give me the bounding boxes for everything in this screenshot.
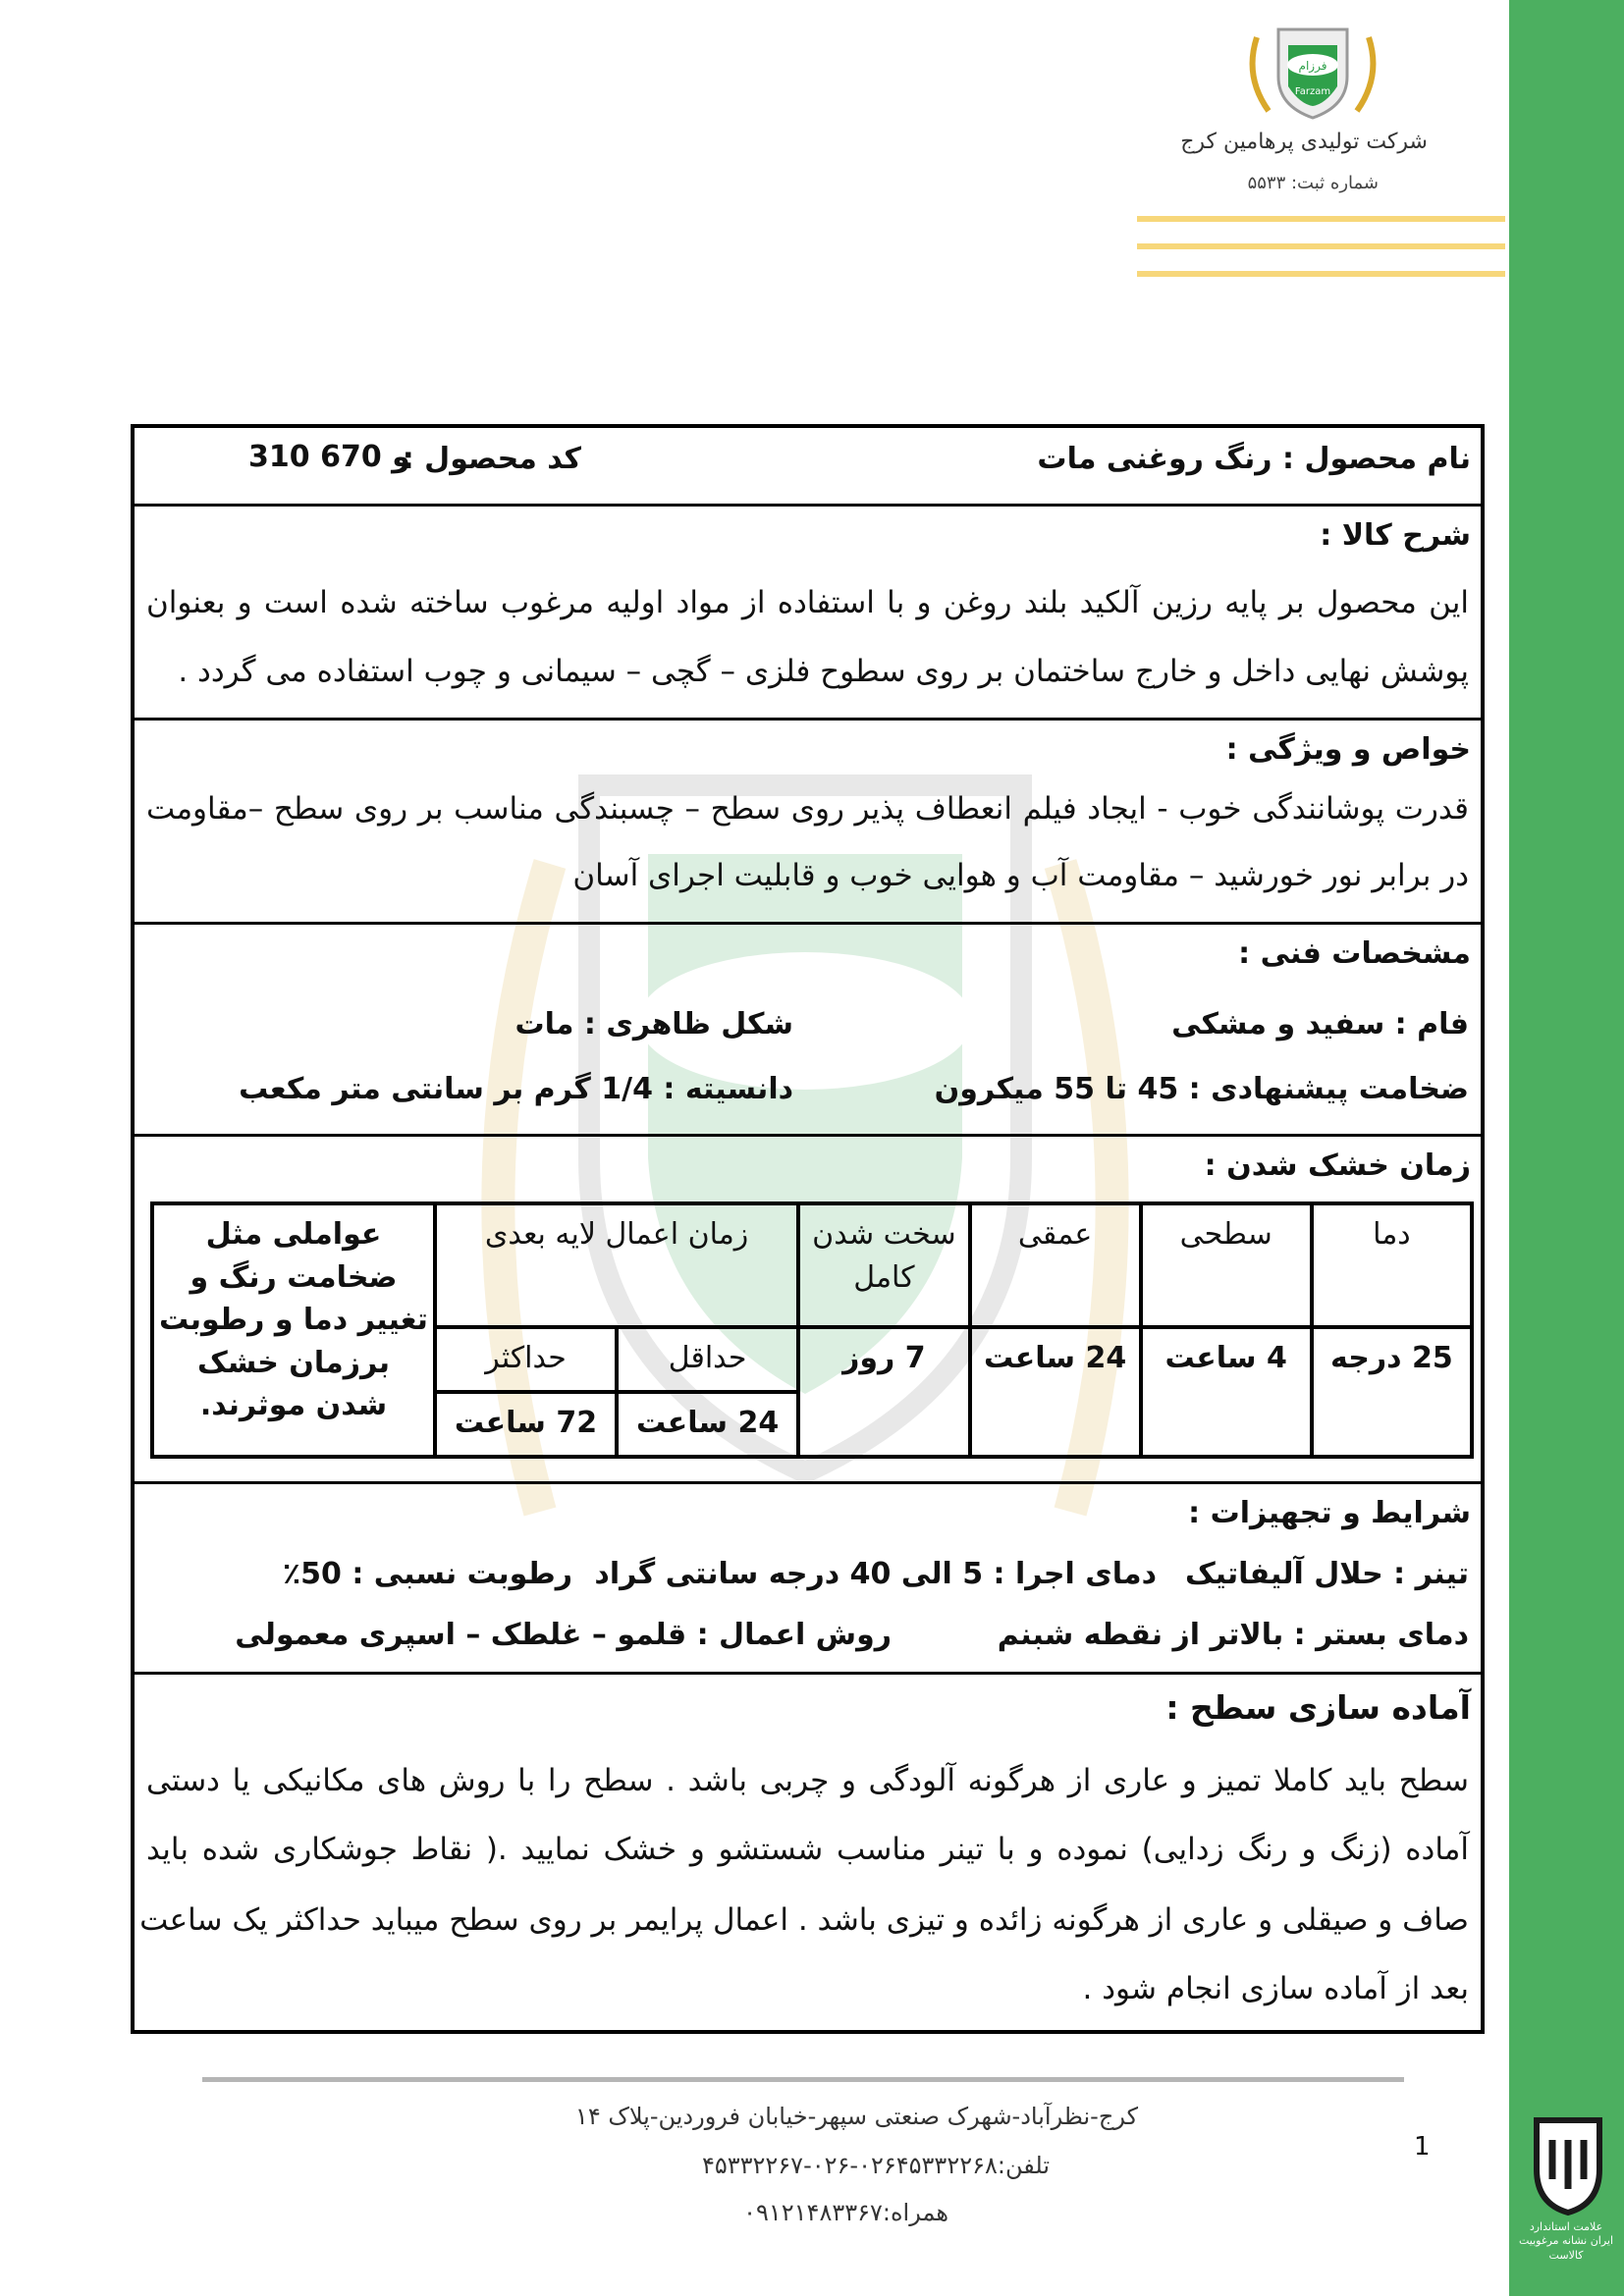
footer-address: کرج-نظرآباد-شهرک صنعتی سپهر-خیابان فروردین-پلاک ۱۴ <box>574 2103 1138 2130</box>
description-line: این محصول بر پایه رزین آلکید بلند روغن و با استفاده از مواد اولیه مرغوب ساخته شده است و بعنوان <box>146 585 1469 620</box>
product-spec-frame <box>131 424 1485 2034</box>
footer-mobile: همراه:۰۹۱۲۱۴۸۳۳۶۷ <box>743 2199 948 2226</box>
header-deep: عمقی <box>970 1203 1141 1327</box>
drying-table <box>150 1201 1474 1459</box>
registration-number: شماره ثبت: ۵۵۳۳ <box>1247 173 1379 193</box>
header-gold-line <box>1137 271 1505 277</box>
side-green-bar <box>1509 0 1624 2296</box>
product-code-label: کد محصول : <box>402 442 581 476</box>
specs-title: مشخصات فنی : <box>1238 936 1471 971</box>
spec-density: دانسیته : 1/4 گرم بر سانتی متر مکعب <box>239 1072 793 1106</box>
drying-section <box>135 1137 1481 1484</box>
preparation-line: آماده (زنگ و رنگ زدایی) نموده و با تینر مناسب شستشو و خشک نمایید .( نقاط جوشکاری شده باید <box>146 1832 1469 1867</box>
value-surface: 4 ساعت <box>1141 1327 1312 1457</box>
condition-thinner: تینر : حلال آلیفاتیک <box>1184 1557 1469 1591</box>
product-code-value: 310 و 670 <box>248 440 410 474</box>
value-temp: 25 درجه <box>1312 1327 1472 1457</box>
header-gold-line <box>1137 243 1505 249</box>
description-line: پوشش نهایی داخل و خارج ساختمان بر روی سطوح فلزی – گچی – سیمانی و چوب استفاده می گردد . <box>178 654 1469 689</box>
properties-title: خواص و ویژگی : <box>1225 732 1471 767</box>
header-temp: دما <box>1312 1203 1472 1327</box>
value-min: 24 ساعت <box>617 1392 798 1457</box>
description-section <box>135 507 1481 721</box>
svg-text:Farzam: Farzam <box>1294 86 1331 97</box>
company-logo <box>1239 18 1386 126</box>
preparation-title: آماده سازی سطح : <box>1165 1688 1471 1727</box>
spec-appearance: شکل ظاهری : مات <box>514 1007 793 1041</box>
condition-method: روش اعمال : قلمو – غلطک – اسپری معمولی <box>235 1618 892 1652</box>
header-gold-line <box>1137 216 1505 222</box>
condition-app-temp: دمای اجرا : 5 الی 40 درجه سانتی گراد <box>594 1557 1157 1591</box>
properties-line: قدرت پوشانندگی خوب - ایجاد فیلم انعطاف پذیر روی سطح – چسبندگی مناسب بر روی سطح –مقاومت <box>146 791 1469 827</box>
preparation-section <box>135 1675 1481 2030</box>
header-hard: سخت شدن کامل <box>798 1203 969 1327</box>
specs-section <box>135 925 1481 1137</box>
properties-line: در برابر نور خورشید – مقاومت آب و هوایی خوب و قابلیت اجرای آسان <box>572 858 1469 893</box>
footer-phone: تلفن:۰۲۶۴۵۳۳۲۲۶۸-۰۲۶-۴۵۳۳۲۲۶۷ <box>701 2152 1050 2179</box>
footer-divider <box>202 2077 1404 2082</box>
spec-color: فام : سفید و مشکی <box>1171 1007 1469 1041</box>
conditions-title: شرایط و تجهیزات : <box>1188 1496 1471 1530</box>
svg-text:فرزام: فرزام <box>1298 59 1327 73</box>
conditions-section <box>135 1484 1481 1675</box>
description-title: شرح کالا : <box>1320 518 1471 553</box>
spec-thickness: ضخامت پیشنهادی : 45 تا 55 میکرون <box>934 1072 1469 1106</box>
header-min: حداقل <box>617 1327 798 1392</box>
properties-section <box>135 721 1481 925</box>
product-name: نام محصول : رنگ روغنی مات <box>1037 442 1471 476</box>
preparation-line: صاف و صیقلی و عاری از هرگونه زائده و تیزی باشد . اعمال پرایمر بر روی سطح میباید حداکثر یک ساعت <box>139 1902 1469 1938</box>
header-max: حداکثر <box>435 1327 617 1392</box>
drying-factors-note: عواملی مثل ضخامت رنگ و تغییر دما و رطوبت برزمان خشک شدن موثرند. <box>152 1203 435 1457</box>
standard-caption: علامت استاندارد ایران نشانه مرغوبیت کالاست <box>1518 2220 1614 2262</box>
page-number: 1 <box>1414 2132 1431 2162</box>
preparation-line: سطح باید کاملا تمیز و عاری از هرگونه آلودگی و چربی باشد . سطح را با روش های مکانیکی یا دستی <box>146 1763 1469 1798</box>
condition-substrate-temp: دمای بستر : بالاتر از نقطه شبنم <box>997 1618 1469 1652</box>
value-hard: 7 روز <box>798 1327 969 1457</box>
preparation-line: بعد از آماده سازی انجام شود . <box>1082 1971 1469 2006</box>
condition-humidity: رطوبت نسبی : 50٪ <box>282 1557 572 1591</box>
value-deep: 24 ساعت <box>970 1327 1141 1457</box>
iran-standard-icon <box>1527 2110 1609 2218</box>
header-surface: سطحی <box>1141 1203 1312 1327</box>
header-recoat: زمان اعمال لایه بعدی <box>435 1203 798 1327</box>
product-row <box>135 428 1481 507</box>
company-name: شرکت تولیدی پرهامین کرج <box>1180 130 1428 154</box>
value-max: 72 ساعت <box>435 1392 617 1457</box>
drying-title: زمان خشک شدن : <box>1204 1148 1471 1183</box>
